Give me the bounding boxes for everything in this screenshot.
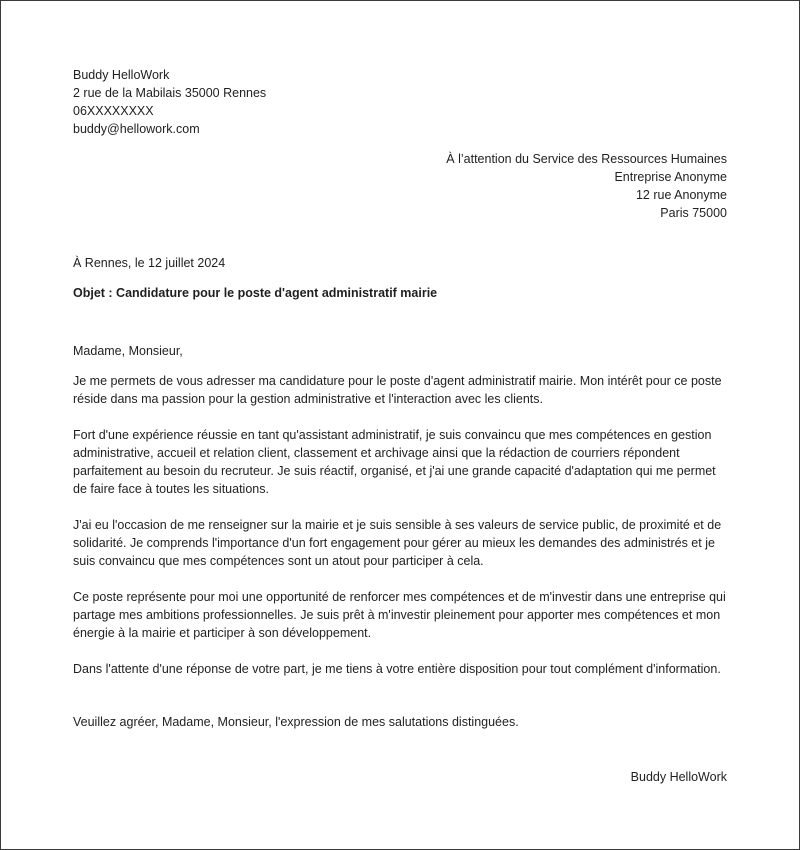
recipient-street: 12 rue Anonyme	[635, 188, 727, 202]
sender-block	[73, 66, 266, 138]
letter-subject: Objet : Candidature pour le poste d'agent administratif mairie	[73, 286, 438, 300]
letter-body	[73, 372, 733, 696]
sender-name: Buddy HelloWork	[73, 68, 170, 82]
signature: Buddy HelloWork	[630, 770, 727, 784]
place-date: À Rennes, le 12 juillet 2024	[73, 256, 226, 270]
recipient-block	[446, 150, 727, 222]
sender-phone: 06XXXXXXXX	[73, 104, 154, 118]
recipient-attention: À l’attention du Service des Ressources Humaines	[446, 152, 727, 166]
sender-address: 2 rue de la Mabilais 35000 Rennes	[73, 86, 267, 100]
salutation: Madame, Monsieur,	[73, 344, 183, 358]
body-paragraph: Je me permets de vous adresser ma candidature pour le poste d'agent administratif mairie. Mon intérêt pour ce poste réside dans ma passion pour la gestion administrative et l'interaction avec les clients.	[73, 374, 722, 406]
body-paragraph: Dans l'attente d'une réponse de votre part, je me tiens à votre entière disposition pour tout complément d'information.	[73, 662, 721, 676]
recipient-city: Paris 75000	[660, 206, 727, 220]
body-paragraph: Fort d'une expérience réussie en tant qu'assistant administratif, je suis convaincu que mes compétences en gestion administrative, accueil et relation client, classement et archivage ainsi que la rédaction de courriers répondent parfaitement au besoin du recruteur. Je suis réactif, organisé, et j'ai une grande capacité d'adaptation qui me permet de faire face à toutes les situations.	[73, 428, 716, 496]
body-paragraph: J'ai eu l'occasion de me renseigner sur la mairie et je suis sensible à ses valeurs de service public, de proximité et de solidarité. Je comprends l'importance d'un fort engagement pour gérer au mieux les demandes des administrés et je suis convaincu que mes compétences sont un atout pour participer à cela.	[73, 518, 722, 568]
body-paragraph: Ce poste représente pour moi une opportunité de renforcer mes compétences et de m'investir dans une entreprise qui partage mes ambitions professionnelles. Je suis prêt à m'investir pleinement pour apporter mes compétences et mon énergie à la mairie et participer à son développement.	[73, 590, 726, 640]
closing-formula: Veuillez agréer, Madame, Monsieur, l'expression de mes salutations distinguées.	[73, 715, 519, 729]
sender-email: buddy@hellowork.com	[73, 122, 200, 136]
recipient-company: Entreprise Anonyme	[614, 170, 727, 184]
